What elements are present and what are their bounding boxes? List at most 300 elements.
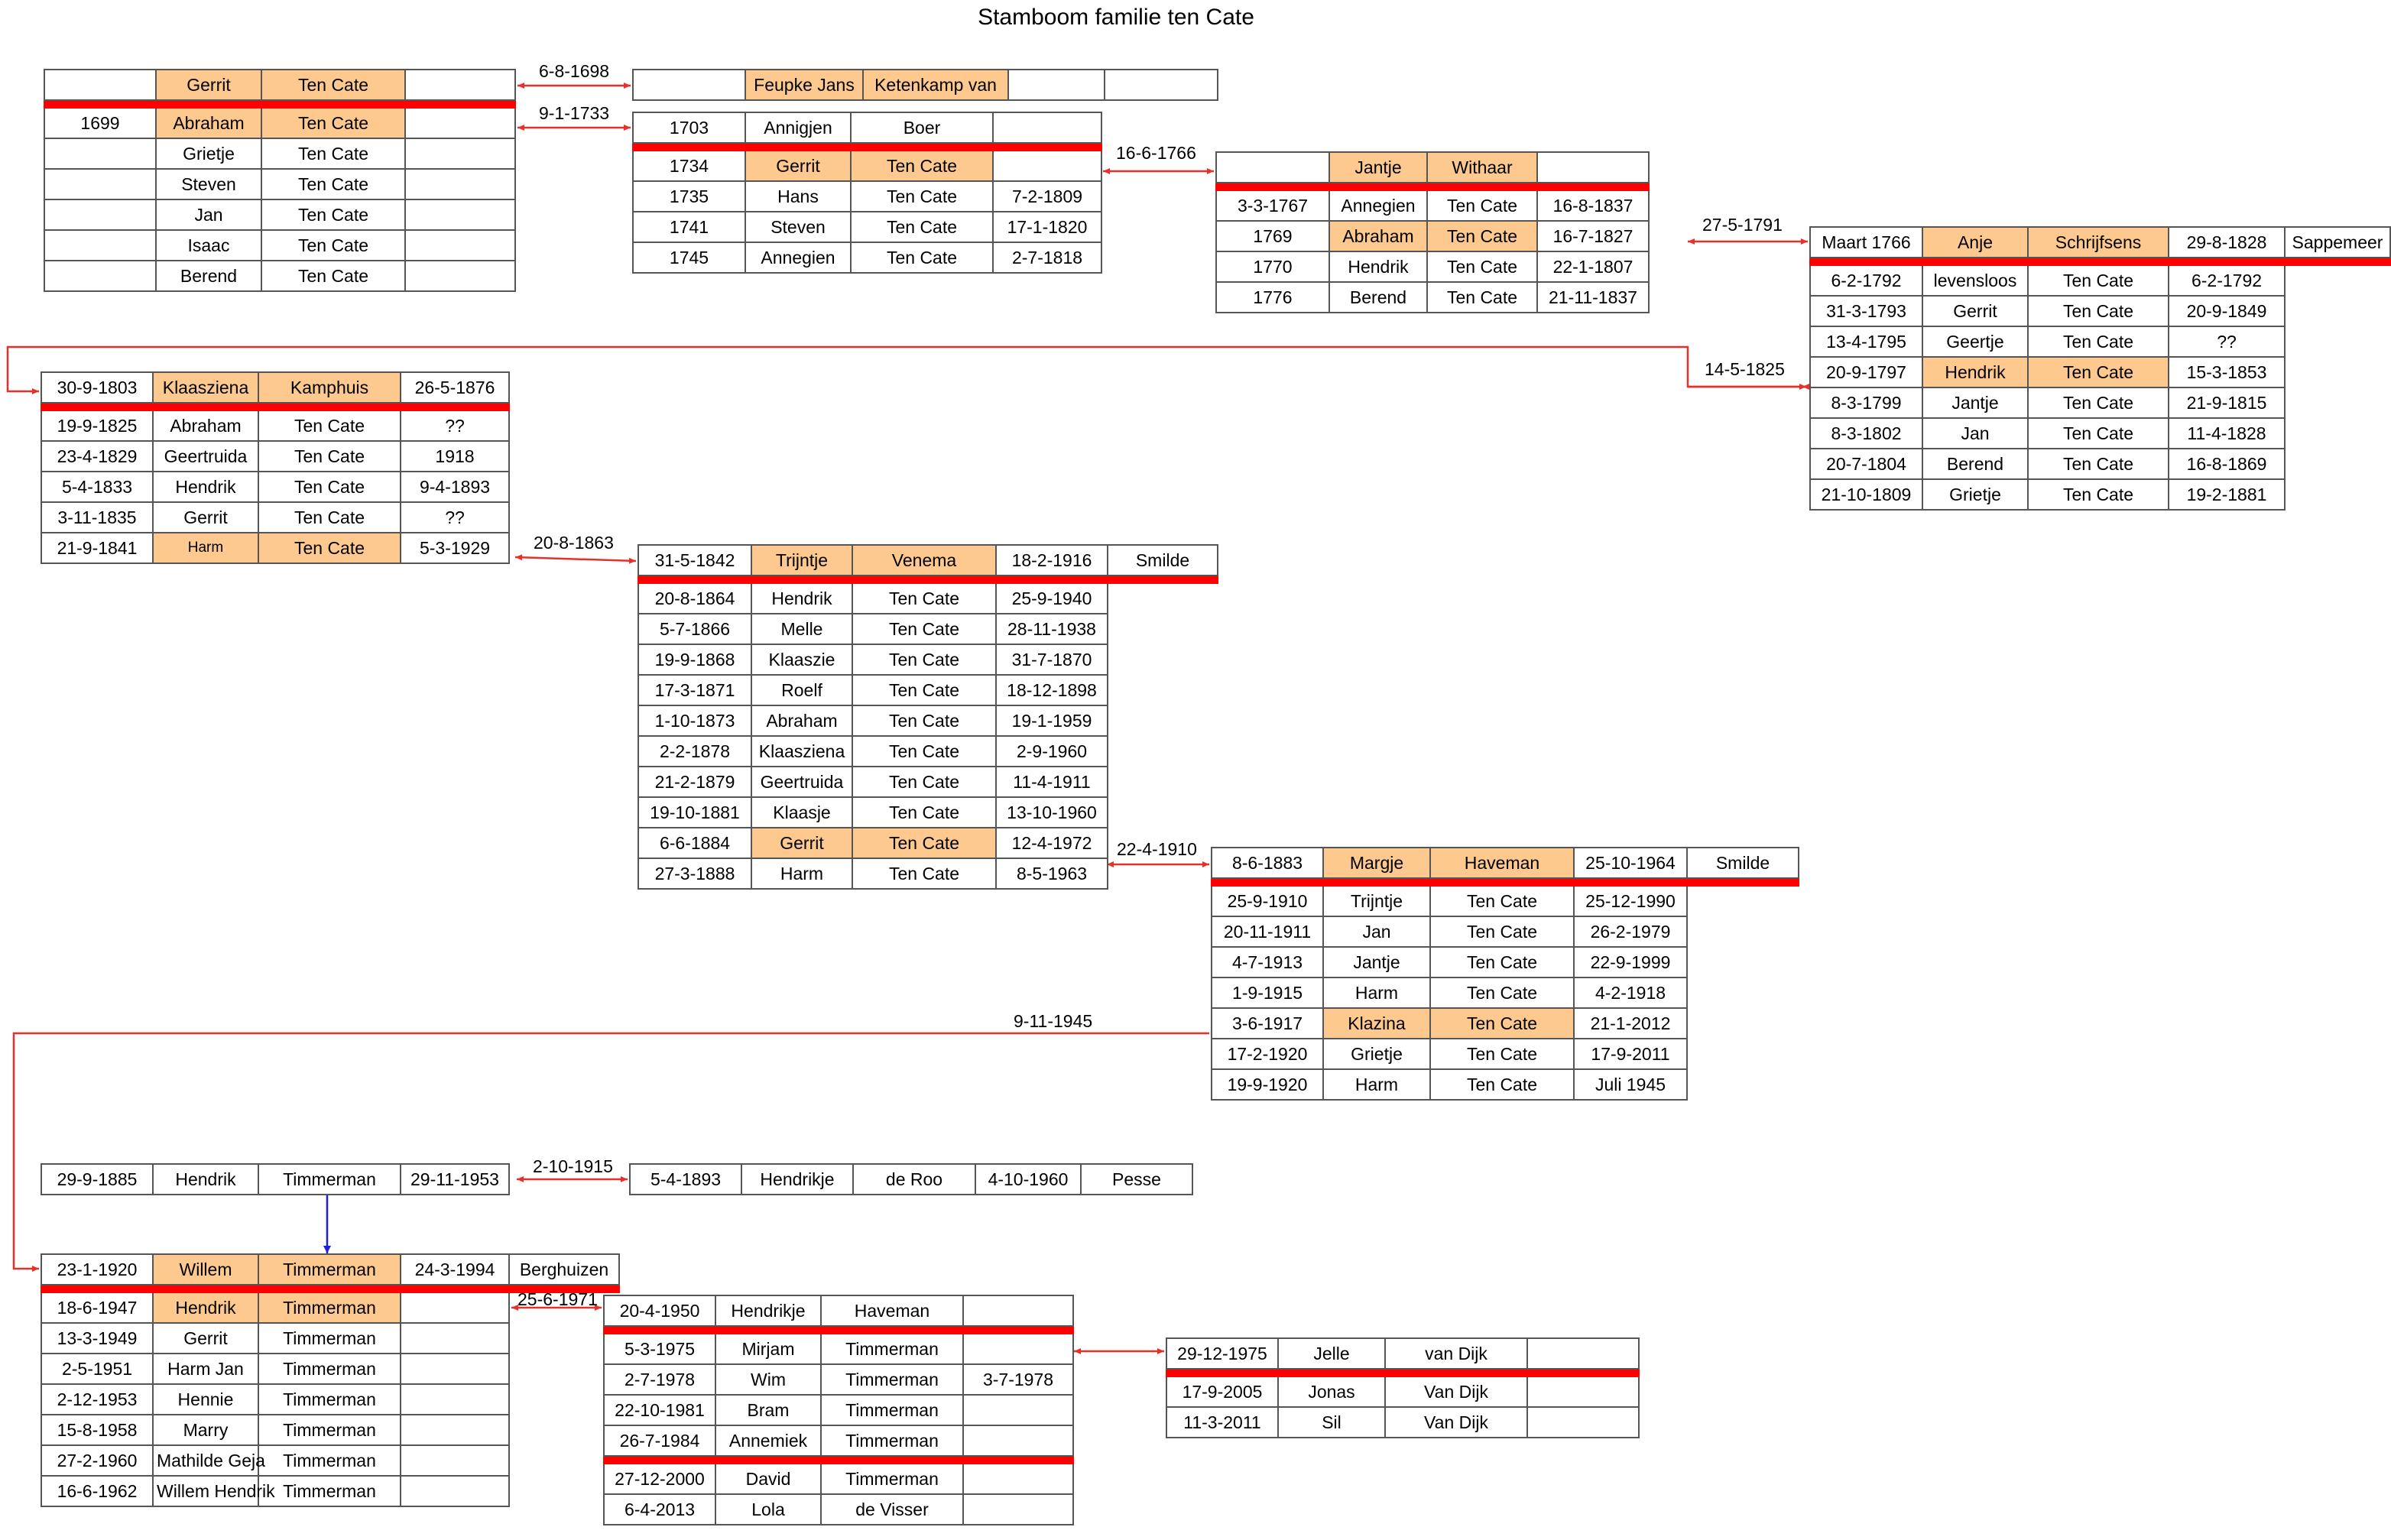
family-table-gerrit-ten-cate-1884 [1211,847,1799,1101]
date-cell: 5-4-1893 [630,1164,741,1195]
death-date-cell [405,70,515,100]
first-name-cell: Grietje [1922,479,2028,510]
surname-cell: Ten Cate [2028,265,2169,296]
surname-cell: Ten Cate [852,797,996,828]
death-date-cell [401,1323,509,1354]
surname-cell: Ten Cate [852,583,996,614]
family-table-harm-ten-cate-1841 [637,544,1218,890]
date-cell: 17-2-1920 [1212,1039,1323,1069]
first-name-cell: Grietje [156,138,261,169]
date-cell: 19-10-1881 [638,797,751,828]
surname-cell: Van Dijk [1385,1407,1527,1438]
couple-row [633,112,1101,143]
child-row [604,1494,1073,1525]
surname-cell: Timmerman [258,1164,401,1195]
child-row [1166,1407,1639,1438]
surname-cell: Ten Cate [1427,190,1537,221]
couple-row [44,70,515,100]
death-date-cell: ?? [2169,326,2285,357]
first-name-cell: Berend [156,261,261,291]
surname-cell: Ten Cate [2028,357,2169,387]
date-cell: 5-3-1975 [604,1334,715,1364]
child-row [633,181,1101,212]
surname-cell: Ten Cate [851,151,993,181]
first-name-cell: Jantje [1329,152,1427,183]
first-name-cell: Sil [1278,1407,1385,1438]
couple-row [1166,1338,1639,1369]
first-name-cell: levensloos [1922,265,2028,296]
death-date-cell: 13-10-1960 [996,797,1108,828]
date-cell [44,230,156,261]
surname-cell: Ten Cate [852,858,996,889]
child-row [1212,977,1799,1008]
date-cell: 11-3-2011 [1166,1407,1278,1438]
first-name-cell: Hans [745,181,851,212]
first-name-cell: Melle [751,614,852,644]
death-date-cell: 11-4-1911 [996,767,1108,797]
date-cell: 21-9-1841 [41,533,153,563]
first-name-cell: Jantje [1922,387,2028,418]
surname-cell: Timmerman [258,1384,401,1415]
first-name-cell: Hendrik [1922,357,2028,387]
date-cell: 15-8-1958 [41,1415,153,1445]
date-cell: 20-8-1864 [638,583,751,614]
first-name-cell: Harm [1323,977,1430,1008]
couple-row [41,1164,509,1195]
date-cell: 25-9-1910 [1212,886,1323,916]
surname-cell: Ten Cate [852,767,996,797]
date-cell: 2-12-1953 [41,1384,153,1415]
death-date-cell: 18-12-1898 [996,675,1108,705]
surname-cell: Ten Cate [2028,326,2169,357]
death-date-cell: 16-8-1869 [2169,449,2285,479]
death-date-cell: 29-8-1828 [2169,227,2285,258]
child-row [604,1334,1073,1364]
date-cell [44,70,156,100]
marriage-bar-line [1216,183,1649,190]
marriage-date-label: 9-1-1733 [539,103,610,123]
marriage-date-label: 22-4-1910 [1117,839,1197,859]
surname-cell: de Visser [821,1494,963,1525]
child-row [633,242,1101,273]
child-row [41,1476,619,1506]
marriage-bar [1212,878,1799,886]
first-name-cell: Geertruida [751,767,852,797]
date-cell: 2-2-1878 [638,736,751,767]
child-row [1810,357,2390,387]
date-cell: 13-3-1949 [41,1323,153,1354]
death-date-cell: ?? [401,410,509,441]
surname-cell: Haveman [821,1295,963,1326]
family-table-abraham-ten-cate [632,112,1102,274]
surname-cell: Van Dijk [1385,1376,1527,1407]
first-name-cell: Hennie [153,1384,258,1415]
death-date-cell: 8-5-1963 [996,858,1108,889]
death-date-cell: 15-3-1853 [2169,357,2285,387]
surname-cell: Ten Cate [852,705,996,736]
descendant-link [14,1033,1209,1269]
marriage-bar-line [604,1326,1073,1334]
marriage-bar [44,100,515,108]
death-date-cell: 19-2-1881 [2169,479,2285,510]
surname-cell: Timmerman [258,1415,401,1445]
first-name-cell: Grietje [1323,1039,1430,1069]
child-row [638,583,1218,614]
child-row [1810,326,2390,357]
death-date-cell [963,1425,1073,1456]
first-name-cell: Jonas [1278,1376,1385,1407]
date-cell: 1-10-1873 [638,705,751,736]
marriage-date-label: 14-5-1825 [1705,359,1785,379]
surname-cell: Ten Cate [1430,916,1574,947]
date-cell: 6-2-1792 [1810,265,1922,296]
date-cell: 13-4-1795 [1810,326,1922,357]
first-name-cell: Abraham [1329,221,1427,251]
death-date-cell [405,108,515,138]
date-cell: 26-7-1984 [604,1425,715,1456]
first-name-cell: Lola [715,1494,821,1525]
death-date-cell: 6-2-1792 [2169,265,2285,296]
child-row [1216,221,1649,251]
surname-cell: Ten Cate [2028,418,2169,449]
death-date-cell: 1918 [401,441,509,472]
surname-cell: van Dijk [1385,1338,1527,1369]
date-cell: 3-6-1917 [1212,1008,1323,1039]
death-date-cell: 12-4-1972 [996,828,1108,858]
surname-cell: Ten Cate [2028,296,2169,326]
first-name-cell: Gerrit [1922,296,2028,326]
first-name-cell: Annigjen [745,112,851,143]
child-row [1212,1069,1799,1100]
couple-row [633,70,1218,100]
empty-cell [2285,449,2390,479]
surname-cell: de Roo [853,1164,975,1195]
child-row [41,533,509,563]
date-cell: 30-9-1803 [41,372,153,403]
death-date-cell: 29-11-1953 [401,1164,509,1195]
empty-cell [1108,644,1218,675]
date-cell: 4-7-1913 [1212,947,1323,977]
first-name-cell: Gerrit [745,151,851,181]
death-date-cell [993,151,1101,181]
first-name-cell: Klaasziena [751,736,852,767]
first-name-cell: Jantje [1323,947,1430,977]
first-name-cell: Harm [1323,1069,1430,1100]
couple-row [1216,152,1649,183]
family-table-hendrik-timmerman-1947 [603,1295,1074,1525]
death-date-cell: 9-4-1893 [401,472,509,502]
empty-cell [1687,977,1799,1008]
surname-cell: Timmerman [821,1334,963,1364]
first-name-cell: Hendrikje [715,1295,821,1326]
first-name-cell: Bram [715,1395,821,1425]
child-row [41,472,509,502]
child-row [638,736,1218,767]
child-row [638,858,1218,889]
empty-cell [1108,675,1218,705]
surname-cell: Ten Cate [261,70,405,100]
death-date-cell: 28-11-1938 [996,614,1108,644]
first-name-cell: Trijntje [751,545,852,575]
child-row [44,169,515,199]
first-name-cell: Hendrik [153,1292,258,1323]
date-cell: 1-9-1915 [1212,977,1323,1008]
death-date-cell [405,138,515,169]
date-cell: 23-1-1920 [41,1254,153,1285]
date-cell: 1703 [633,112,745,143]
date-cell: 21-10-1809 [1810,479,1922,510]
first-name-cell: Hendrikje [741,1164,853,1195]
first-name-cell: Gerrit [153,502,258,533]
first-name-cell: Annegien [1329,190,1427,221]
child-row [41,1354,619,1384]
first-name-cell: Feupke Jans [745,70,863,100]
child-row [633,151,1101,181]
date-cell [633,70,745,100]
place-cell: Sappemeer [2285,227,2390,258]
empty-cell [1108,583,1218,614]
death-date-cell: 21-9-1815 [2169,387,2285,418]
child-row [638,644,1218,675]
child-row [44,199,515,230]
death-date-cell [963,1395,1073,1425]
marriage-bar [633,143,1101,151]
date-cell: 8-3-1799 [1810,387,1922,418]
date-cell: 1741 [633,212,745,242]
death-date-cell: Juli 1945 [1574,1069,1687,1100]
child-row [41,502,509,533]
death-date-cell [1527,1407,1639,1438]
date-cell: 1769 [1216,221,1329,251]
first-name-cell: Hendrik [153,472,258,502]
first-name-cell: Steven [156,169,261,199]
death-date-cell: 22-9-1999 [1574,947,1687,977]
first-name-cell: Harm [153,533,258,563]
empty-cell [1687,886,1799,916]
date-cell: 1699 [44,108,156,138]
child-row [1166,1376,1639,1407]
marriage-bar-line [1212,878,1799,886]
date-cell: 6-4-2013 [604,1494,715,1525]
surname-cell: Ten Cate [261,261,405,291]
date-cell: 20-4-1950 [604,1295,715,1326]
child-row [1212,1039,1799,1069]
child-row [41,441,509,472]
date-cell: 3-11-1835 [41,502,153,533]
surname-cell: Timmerman [258,1354,401,1384]
marriage-bar-line [1166,1369,1639,1376]
first-name-cell: Hendrik [153,1164,258,1195]
date-cell: 29-9-1885 [41,1164,153,1195]
date-cell: 29-12-1975 [1166,1338,1278,1369]
death-date-cell: 31-7-1870 [996,644,1108,675]
first-name-cell: Wim [715,1364,821,1395]
spouse-table-feupke-jans [632,69,1218,101]
empty-cell [1687,916,1799,947]
date-cell: 21-2-1879 [638,767,751,797]
surname-cell: Venema [852,545,996,575]
date-cell: 1776 [1216,282,1329,313]
death-date-cell: 21-1-2012 [1574,1008,1687,1039]
date-cell: 31-3-1793 [1810,296,1922,326]
surname-cell: Ten Cate [2028,449,2169,479]
first-name-cell: Harm Jan [153,1354,258,1384]
child-row [604,1464,1073,1494]
empty-cell [1108,614,1218,644]
first-name-cell: Hendrik [1329,251,1427,282]
death-date-cell: 2-9-1960 [996,736,1108,767]
first-name-cell: Abraham [751,705,852,736]
first-name-cell: Annegien [745,242,851,273]
death-date-cell: 25-10-1964 [1574,848,1687,878]
date-cell [44,138,156,169]
death-date-cell: 4-2-1918 [1574,977,1687,1008]
first-name-cell: Willem Hendrik [153,1476,258,1506]
empty-cell [2285,296,2390,326]
empty-cell [2285,326,2390,357]
date-cell: 19-9-1825 [41,410,153,441]
person-table-hendrikje-de-roo [629,1163,1193,1195]
death-date-cell: 26-5-1876 [401,372,509,403]
first-name-cell: Annemiek [715,1425,821,1456]
surname-cell: Ten Cate [1430,1039,1574,1069]
surname-cell: Ten Cate [1427,282,1537,313]
death-date-cell [1527,1338,1639,1369]
place-cell [1105,70,1218,100]
surname-cell: Ten Cate [2028,387,2169,418]
child-row [41,1445,619,1476]
date-cell: 27-2-1960 [41,1445,153,1476]
date-cell: 20-7-1804 [1810,449,1922,479]
child-row [44,138,515,169]
date-cell: 8-6-1883 [1212,848,1323,878]
marriage-bar [604,1456,1073,1464]
surname-cell: Timmerman [821,1364,963,1395]
surname-cell: Ten Cate [852,644,996,675]
empty-cell [2285,265,2390,296]
surname-cell: Ten Cate [258,472,401,502]
family-table-hendrik-ten-cate-1797 [41,371,510,564]
child-row [41,1415,619,1445]
family-table-gerrit-ten-cate-1734 [1215,151,1650,313]
first-name-cell: Jan [1922,418,2028,449]
diagram-title: Stamboom familie ten Cate [978,5,1254,30]
date-cell: 6-6-1884 [638,828,751,858]
first-name-cell: Trijntje [1323,886,1430,916]
child-row [1810,418,2390,449]
date-cell: 8-3-1802 [1810,418,1922,449]
date-cell: 19-9-1920 [1212,1069,1323,1100]
child-row [1212,1008,1799,1039]
child-row [44,261,515,291]
first-name-cell: David [715,1464,821,1494]
first-name-cell: Abraham [153,410,258,441]
date-cell: 17-9-2005 [1166,1376,1278,1407]
child-row [604,1425,1073,1456]
date-cell: 17-3-1871 [638,675,751,705]
couple-row [1212,848,1799,878]
date-cell [44,169,156,199]
surname-cell: Timmerman [821,1425,963,1456]
death-date-cell [993,112,1101,143]
death-date-cell: 25-12-1990 [1574,886,1687,916]
death-date-cell: 4-10-1960 [975,1164,1081,1195]
empty-cell [1687,947,1799,977]
surname-cell: Ten Cate [261,108,405,138]
death-date-cell [963,1494,1073,1525]
death-date-cell [963,1334,1073,1364]
surname-cell: Ten Cate [852,828,996,858]
date-cell: 19-9-1868 [638,644,751,675]
first-name-cell: Jan [156,199,261,230]
child-row [604,1364,1073,1395]
child-row [633,212,1101,242]
first-name-cell: Mirjam [715,1334,821,1364]
first-name-cell: Willem [153,1254,258,1285]
first-name-cell: Gerrit [153,1323,258,1354]
child-row [1212,886,1799,916]
marriage-bar-line [638,575,1218,583]
child-row [1810,479,2390,510]
place-cell: Berghuizen [509,1254,619,1285]
surname-cell: Ten Cate [852,675,996,705]
empty-cell [2285,479,2390,510]
surname-cell: Ten Cate [1430,977,1574,1008]
child-row [1810,449,2390,479]
surname-cell: Ten Cate [852,736,996,767]
place-cell: Pesse [1081,1164,1192,1195]
surname-cell: Timmerman [258,1476,401,1506]
empty-cell [1108,767,1218,797]
child-row [638,675,1218,705]
surname-cell: Timmerman [258,1445,401,1476]
marriage-bar-line [604,1456,1073,1464]
empty-cell [1108,705,1218,736]
first-name-cell: Klaaszie [751,644,852,675]
death-date-cell: 26-2-1979 [1574,916,1687,947]
date-cell [44,199,156,230]
first-name-cell: Margje [1323,848,1430,878]
marriage-date-label: 20-8-1863 [534,533,614,553]
first-name-cell: Gerrit [156,70,261,100]
surname-cell: Ten Cate [1427,221,1537,251]
date-cell: 18-6-1947 [41,1292,153,1323]
child-row [44,230,515,261]
couple-row [1810,227,2390,258]
surname-cell: Ten Cate [261,199,405,230]
date-cell: Maart 1766 [1810,227,1922,258]
first-name-cell: Klaasziena [153,372,258,403]
death-date-cell [1527,1376,1639,1407]
death-date-cell: 11-4-1828 [2169,418,2285,449]
surname-cell: Ten Cate [1430,886,1574,916]
surname-cell: Ten Cate [851,242,993,273]
first-name-cell: Geertruida [153,441,258,472]
surname-cell: Withaar [1427,152,1537,183]
first-name-cell: Roelf [751,675,852,705]
child-row [41,410,509,441]
surname-cell: Haveman [1430,848,1574,878]
date-cell: 1770 [1216,251,1329,282]
death-date-cell [401,1476,509,1506]
first-name-cell: Marry [153,1415,258,1445]
child-row [604,1395,1073,1425]
surname-cell: Ten Cate [258,533,401,563]
first-name-cell: Klaasje [751,797,852,828]
child-row [41,1384,619,1415]
surname-cell: Ten Cate [261,169,405,199]
death-date-cell: 5-3-1929 [401,533,509,563]
